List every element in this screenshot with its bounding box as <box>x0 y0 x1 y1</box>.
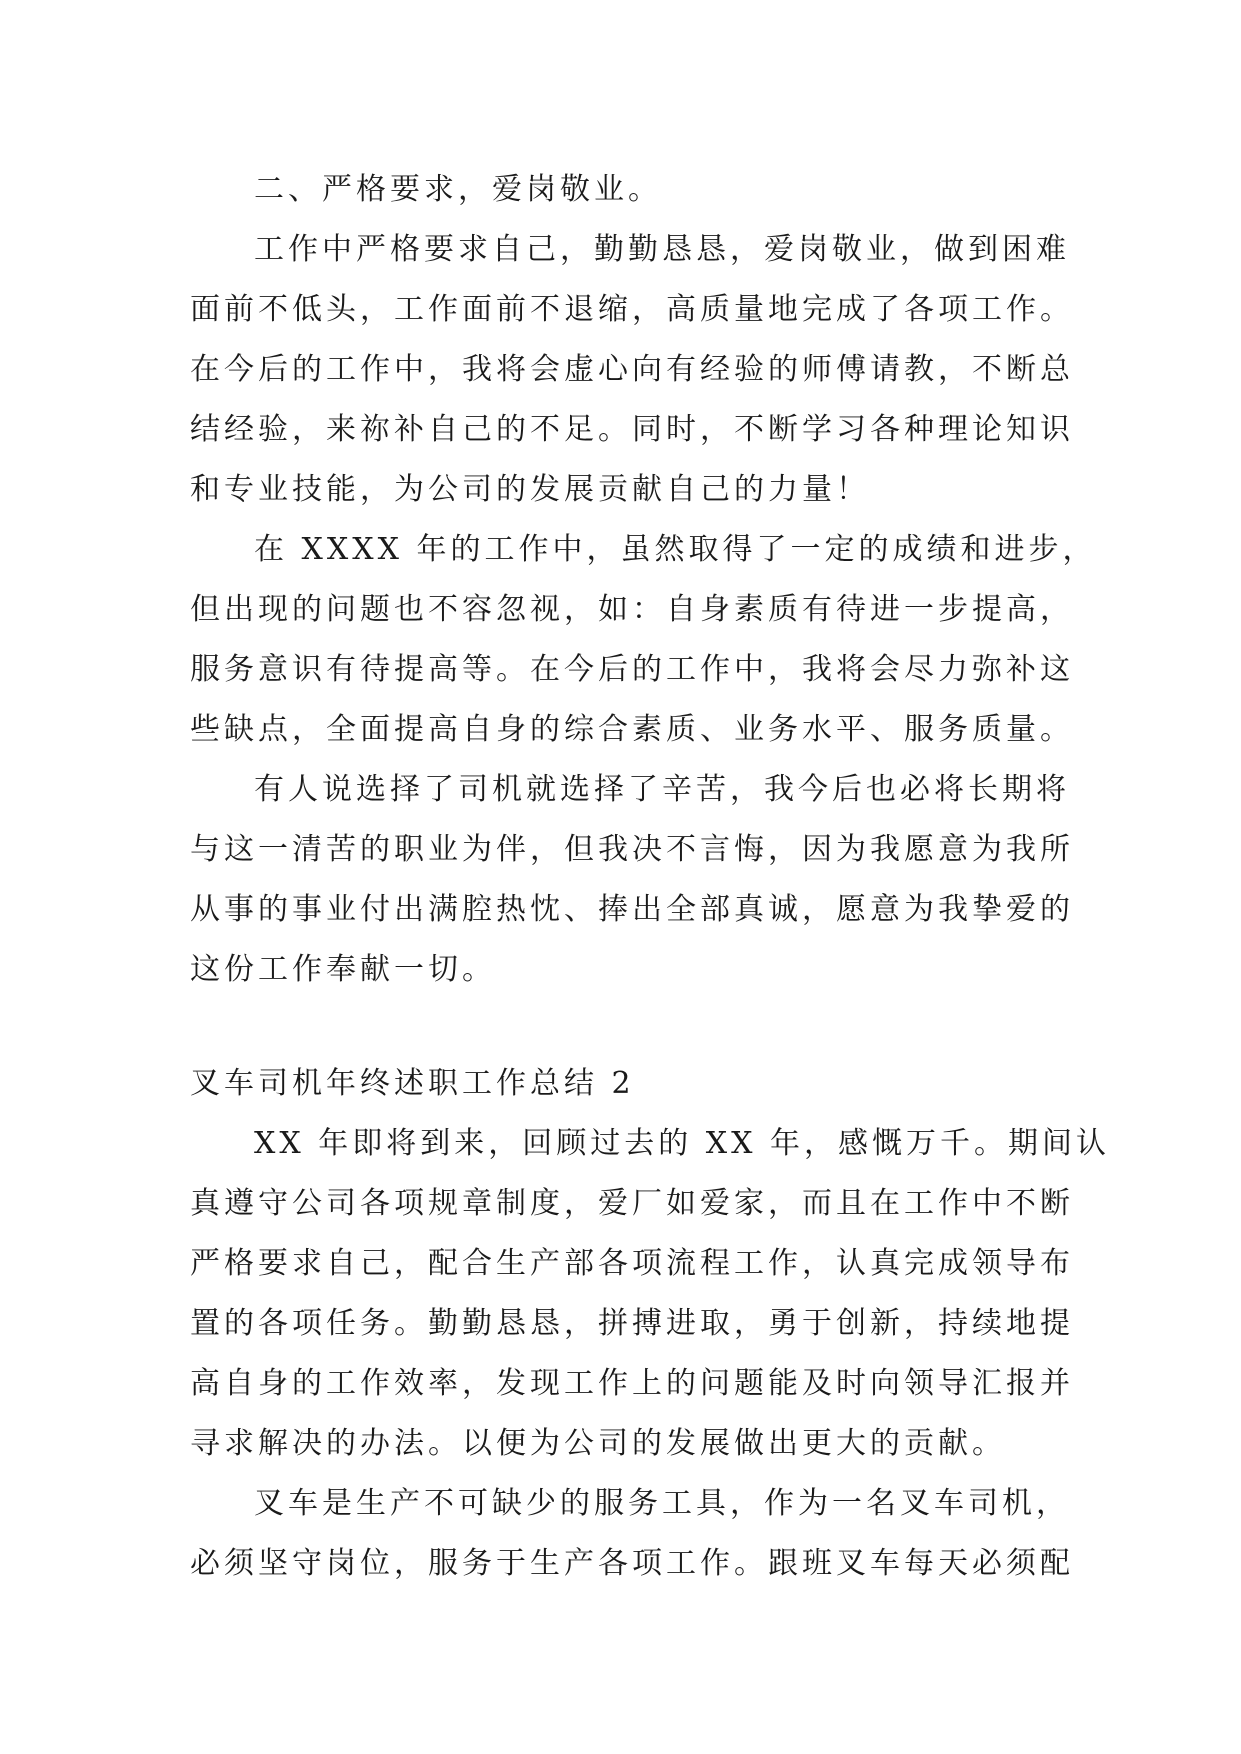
paragraph-year-review <box>190 1114 1111 1474</box>
paragraph-line: XX 年即将到来，回顾过去的 XX 年，感慨万千。期间认 <box>254 1126 1111 1161</box>
section-title: 叉车司机年终述职工作总结 2 <box>190 1066 635 1101</box>
paragraph-dedication <box>190 760 1074 1000</box>
paragraph-line: 与这一清苦的职业为伴，但我决不言悔，因为我愿意为我所 <box>190 832 1074 867</box>
paragraph-line: 工作中严格要求自己，勤勤恳恳，爱岗敬业，做到困难 <box>254 232 1070 267</box>
paragraph-line: 面前不低头，工作面前不退缩，高质量地完成了各项工作。 <box>190 292 1074 327</box>
paragraph-line: 些缺点，全面提高自身的综合素质、业务水平、服务质量。 <box>190 712 1074 747</box>
paragraph-line: 这份工作奉献一切。 <box>190 952 496 987</box>
section-spacer <box>190 1000 1070 1054</box>
paragraph-strict-requirements <box>190 220 1074 520</box>
paragraph-line: 置的各项任务。勤勤恳恳，拼搏进取，勇于创新，持续地提 <box>190 1306 1074 1341</box>
paragraph-line: 有人说选择了司机就选择了辛苦，我今后也必将长期将 <box>254 772 1070 807</box>
paragraph-line: 在今后的工作中，我将会虚心向有经验的师傅请教，不断总 <box>190 352 1074 387</box>
paragraph-line: 但出现的问题也不容忽视，如：自身素质有待进一步提高， <box>190 592 1074 627</box>
paragraph-forklift-duty <box>190 1474 1074 1594</box>
paragraph-line: 叉车是生产不可缺少的服务工具，作为一名叉车司机， <box>254 1486 1070 1521</box>
paragraph-line: 寻求解决的办法。以便为公司的发展做出更大的贡献。 <box>190 1426 1006 1461</box>
paragraph-line: 和专业技能，为公司的发展贡献自己的力量！ <box>190 472 870 507</box>
paragraph-line: 服务意识有待提高等。在今后的工作中，我将会尽力弥补这 <box>190 652 1074 687</box>
paragraph-line: 结经验，来祢补自己的不足。同时，不断学习各种理论知识 <box>190 412 1074 447</box>
section-heading: 二、严格要求，爱岗敬业。 <box>254 172 662 207</box>
paragraph-line: 高自身的工作效率，发现工作上的问题能及时向领导汇报并 <box>190 1366 1074 1401</box>
paragraph-line: 严格要求自己，配合生产部各项流程工作，认真完成领导布 <box>190 1246 1074 1281</box>
paragraph-line: 必须坚守岗位，服务于生产各项工作。跟班叉车每天必须配 <box>190 1546 1074 1581</box>
paragraph-line: 从事的事业付出满腔热忱、捧出全部真诚，愿意为我挚爱的 <box>190 892 1074 927</box>
document-body <box>190 160 1111 1594</box>
paragraph-shortcomings <box>190 520 1097 760</box>
paragraph-line: 真遵守公司各项规章制度，爱厂如爱家，而且在工作中不断 <box>190 1186 1074 1221</box>
paragraph-line: 在 XXXX 年的工作中，虽然取得了一定的成绩和进步， <box>254 532 1097 567</box>
